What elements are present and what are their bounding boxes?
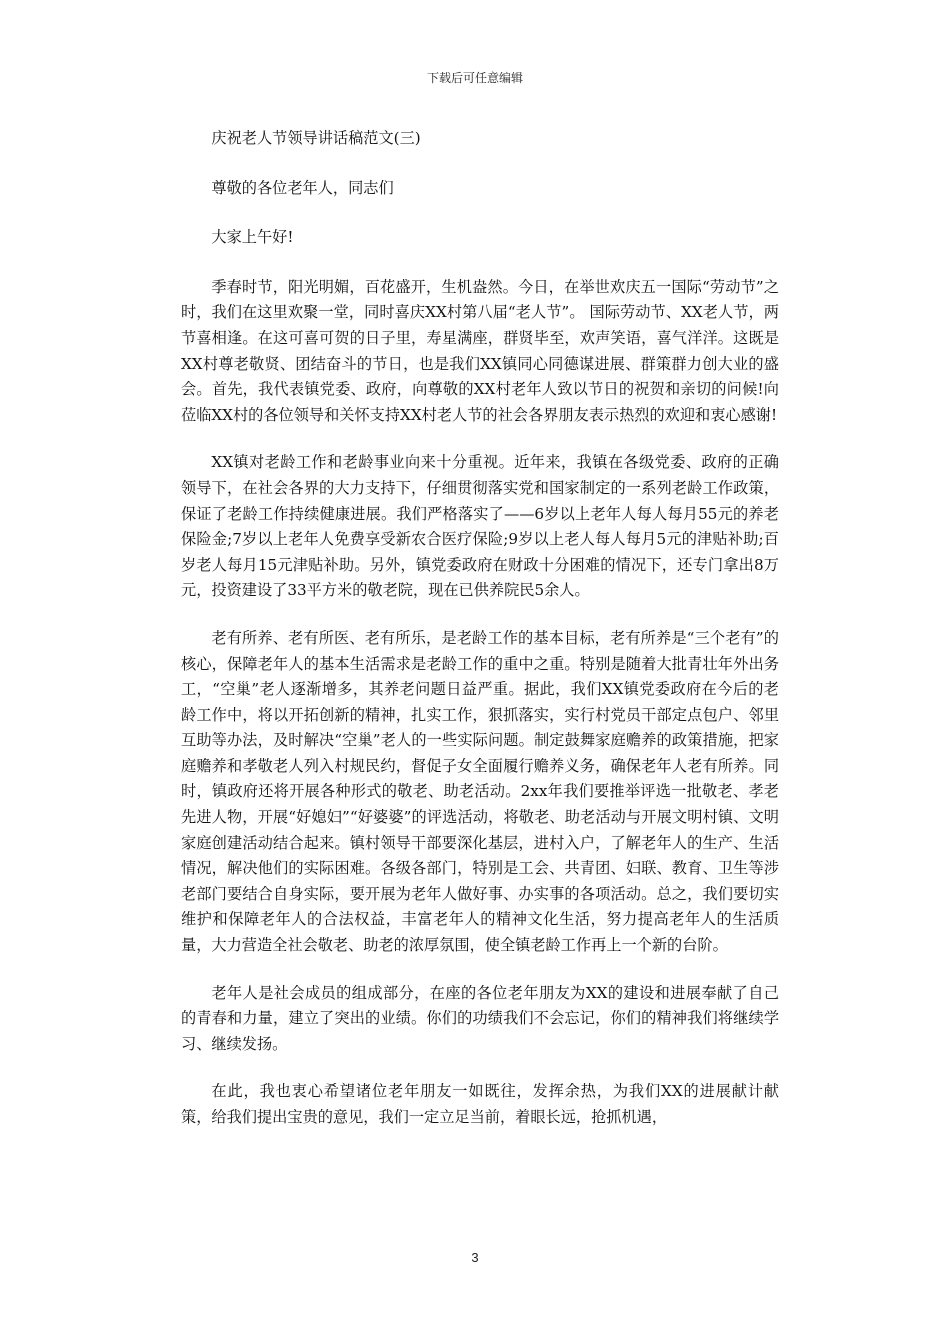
document-body [181, 126, 779, 1153]
paragraph-3: 老有所养、老有所医、老有所乐，是老龄工作的基本目标，老有所养是“三个老有”的核心，保障老年人的基本生活需求是老龄工作的重中之重。特别是随着大批青壮年外出务工，“空巢”老人逐渐增多，其养老问题日益严重。据此，我们XX镇党委政府在今后的老龄工作中，将以开拓创新的精神，扎实工作，狠抓落实，实行村党员干部定点包户、邻里互助等办法，及时解决“空巢”老人的一些实际问题。制定鼓舞家庭赡养的政策措施，把家庭赡养和孝敬老人列入村规民约，督促子女全面履行赡养义务，确保老年人老有所养。同时，镇政府还将开展各种形式的敬老、助老活动。2xx年我们要推举评选一批敬老、孝老先进人物，开展“好媳妇”“好婆婆”的评选活动，将敬老、助老活动与开展文明村镇、文明家庭创建活动结合起来。镇村领导干部要深化基层，进村入户，了解老年人的生产、生活情况，解决他们的实际困难。各级各部门，特别是工会、共青团、妇联、教育、卫生等涉老部门要结合自身实际，要开展为老年人做好事、办实事的各项活动。总之，我们要切实维护和保障老年人的合法权益，丰富老年人的精神文化生活，努力提高老年人的生活质量，大力营造全社会敬老、助老的浓厚氛围，使全镇老龄工作再上一个新的台阶。 [181, 628, 779, 955]
paragraph-2: XX镇对老龄工作和老龄事业向来十分重视。近年来，我镇在各级党委、政府的正确领导下，在社会各界的大力支持下，仔细贯彻落实党和国家制定的一系列老龄工作政策，保证了老龄工作持续健康进展。我们严格落实了——6岁以上老年人每人每月55元的养老保险金;7岁以上老年人免费享受新农合医疗保险;9岁以上老人每人每月5元的津贴补助;百岁老人每月15元津贴补助。另外，镇党委政府在财政十分困难的情况下，还专门拿出8万元，投资建设了33平方米的敬老院，现在已供养院民5余人。 [181, 453, 779, 600]
paragraph-1: 季春时节，阳光明媚，百花盛开，生机盎然。今日，在举世欢庆五一国际“劳动节”之时，我们在这里欢聚一堂，同时喜庆XX村第八届“老人节”。 国际劳动节、XX老人节，两节喜相逢。在这可喜可贺的日子里，寿星满座，群贤毕至，欢声笑语，喜气洋洋。这既是XX村尊老敬贤、团结奋斗的节日，也是我们XX镇同心同德谋进展、群策群力创大业的盛会。首先，我代表镇党委、政府，向尊敬的XX村老年人致以节日的祝贺和亲切的问候!向莅临XX村的各位领导和关怀支持XX村老人节的社会各界朋友表示热烈的欢迎和衷心感谢! [181, 277, 779, 424]
page-number: 3 [471, 1250, 479, 1265]
paragraph-5: 在此，我也衷心希望诸位老年朋友一如既往，发挥余热，为我们XX的进展献计献策，给我们提出宝贵的意见，我们一定立足当前，着眼长远，抢抓机遇， [181, 1082, 779, 1126]
document-title: 庆祝老人节领导讲话稿范文(三) [211, 129, 421, 147]
greeting: 大家上午好! [211, 228, 294, 247]
salutation: 尊敬的各位老年人，同志们 [211, 178, 394, 197]
page-header-note: 下载后可任意编辑 [426, 71, 523, 85]
paragraph-4: 老年人是社会成员的组成部分，在座的各位老年朋友为XX的建设和进展奉献了自己的青春和力量，建立了突出的业绩。你们的功绩我们不会忘记，你们的精神我们将继续学习、继续发扬。 [181, 983, 779, 1053]
